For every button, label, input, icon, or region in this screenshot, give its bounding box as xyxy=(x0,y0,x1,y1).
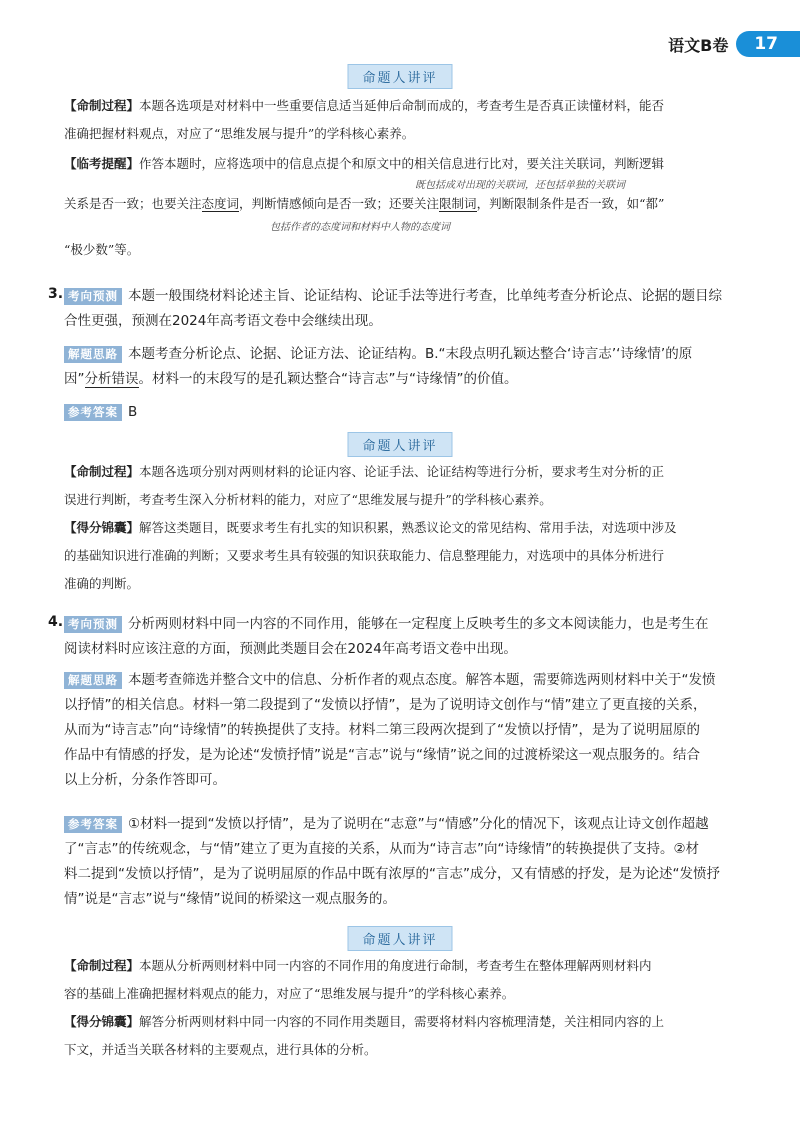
badge-reference-answer: 参考答案 xyxy=(64,816,122,833)
annotation-note-2: 包括作者的态度词和材料中人物的态度词 xyxy=(270,222,450,233)
q3-scoring-tips: 【得分锦囊】解答这类题目，既要求考生有扎实的知识积累，熟悉议论文的常见结构、常用手法，对选项中涉及 的基础知识进行准确的判断；又要求考生具有较强的知识获取能力、信息整理能力，对选项中的具体分析进行 准确的判断。 xyxy=(64,520,677,591)
underlined-limit-word: 限制词 xyxy=(439,196,477,211)
q4-exam-forecast: 考向预测 分析两则材料中同一内容的不同作用，能够在一定程度上反映考生的多文本阅读能力，也是考生在 阅读材料时应该注意的方面，预测此类题目会在2024年高考语文卷中出现。 xyxy=(64,616,709,657)
underlined-analysis-error: 分析错误 xyxy=(84,371,139,387)
subject-label: 语文B卷 xyxy=(668,35,729,55)
q3-reference-answer xyxy=(64,400,748,425)
underlined-attitude-word: 态度词 xyxy=(201,196,240,211)
tag-exam-reminder: 【临考提醒】 xyxy=(64,156,140,171)
q4-reference-answer: 参考答案 ①材料一提到“发愤以抒情”，是为了说明在“志意”与“情感”分化的情况下，该观点让诗文创作超越 了“言志”的传统观念，与“情”建立了更为直接的关系，从而为“诗言志”向“诗缘情”的转换提供了支持。②材 料二提到“发愤以抒情”，是为了说明屈原的作品中既有浓厚的“言志”成分，又有情感的抒发，是为论述“发愤抒 情”说是“言志”说与“缘情”说间的桥梁这一观点服务的。 xyxy=(64,816,720,907)
badge-solving-approach: 解题思路 xyxy=(64,672,122,689)
tag-compose-process: 【命制过程】 xyxy=(64,98,140,113)
commentary-banner: 命题人讲评 xyxy=(347,432,452,457)
tag-compose-process: 【命制过程】 xyxy=(64,464,140,479)
commentary-banner: 命题人讲评 xyxy=(347,64,452,89)
tag-scoring-tips: 【得分锦囊】 xyxy=(64,520,140,535)
badge-exam-forecast: 考向预测 xyxy=(64,616,122,633)
q4-scoring-tips: 【得分锦囊】解答分析两则材料中同一内容的不同作用类题目，需要将材料内容梳理清楚，关注相同内容的上 下文，并适当关联各材料的主要观点，进行具体的分析。 xyxy=(64,1014,665,1057)
question-number-4: 4. xyxy=(48,614,64,630)
q4-solving-approach: 解题思路 本题考查筛选并整合文中的信息、分析作者的观点态度。解答本题，需要筛选两则材料中关于“发愤 以抒情”的相关信息。材料一第二段提到了“发愤以抒情”，是为了说明诗文创作与“情”建立了更直接的关系， 从而为“诗言志”向“诗缘情”的转换提供了支持。材料二第三段两次提到了“发愤以抒情”，是为了说明屈原的 作品中有情感的抒发，是为论述“发愤抒情”说是“言志”说与“缘情”说之间的过渡桥梁这一观点服务的。结合 以上分析，分条作答即可。 xyxy=(64,672,716,788)
question-number-3: 3. xyxy=(48,286,64,302)
q3-solving-approach: 解题思路 本题考查分析论点、论据、论证方法、论证结构。B.“末段点明孔颖达整合‘诗言志’‘诗缘情’的原 因”分析错误。材料一的末段写的是孔颖达整合“诗言志”与“诗缘情”的价值。 xyxy=(64,346,693,387)
badge-reference-answer: 参考答案 xyxy=(64,404,122,421)
s1-reminder-line3: “极少数”等。 xyxy=(64,242,140,257)
page-header xyxy=(668,30,800,58)
badge-solving-approach: 解题思路 xyxy=(64,346,122,363)
q3-compose-process: 【命制过程】本题各选项分别对两则材料的论证内容、论证手法、论证结构等进行分析，要求考生对分析的正 误进行判断，考查考生深入分析材料的能力，对应了“思维发展与提升”的学科核心素养。 xyxy=(64,464,665,507)
page-number: 17 xyxy=(736,31,800,57)
answer-value: B xyxy=(128,404,138,420)
q3-exam-forecast: 考向预测 本题一般围绕材料论述主旨、论证结构、论证手法等进行考查，比单纯考查分析论点、论据的题目综 合性更强，预测在2024年高考语文卷中会继续出现。 xyxy=(64,288,722,329)
s1-compose-process: 【命制过程】本题各选项是对材料中一些重要信息适当延伸后命制而成的，考查考生是否真正读懂材料，能否 准确把握材料观点，对应了“思维发展与提升”的学科核心素养。 xyxy=(64,98,665,141)
annotation-note-1: 既包括成对出现的关联词，还包括单独的关联词 xyxy=(415,180,625,191)
s1-exam-reminder: 【临考提醒】作答本题时，应将选项中的信息点提个和原文中的相关信息进行比对，要关注关联词，判断逻辑 xyxy=(64,156,665,171)
q4-compose-process: 【命制过程】本题从分析两则材料中同一内容的不同作用的角度进行命制，考查考生在整体理解两则材料内 容的基础上准确把握材料观点的能力，对应了“思维发展与提升”的学科核心素养。 xyxy=(64,958,652,1001)
tag-scoring-tips: 【得分锦囊】 xyxy=(64,1014,140,1029)
commentary-banner: 命题人讲评 xyxy=(347,926,452,951)
badge-exam-forecast: 考向预测 xyxy=(64,288,122,305)
s1-reminder-line2: 关系是否一致；也要关注态度词，判断情感倾向是否一致；还要关注限制词，判断限制条件是否一致，如“都” xyxy=(64,196,665,211)
tag-compose-process: 【命制过程】 xyxy=(64,958,140,973)
